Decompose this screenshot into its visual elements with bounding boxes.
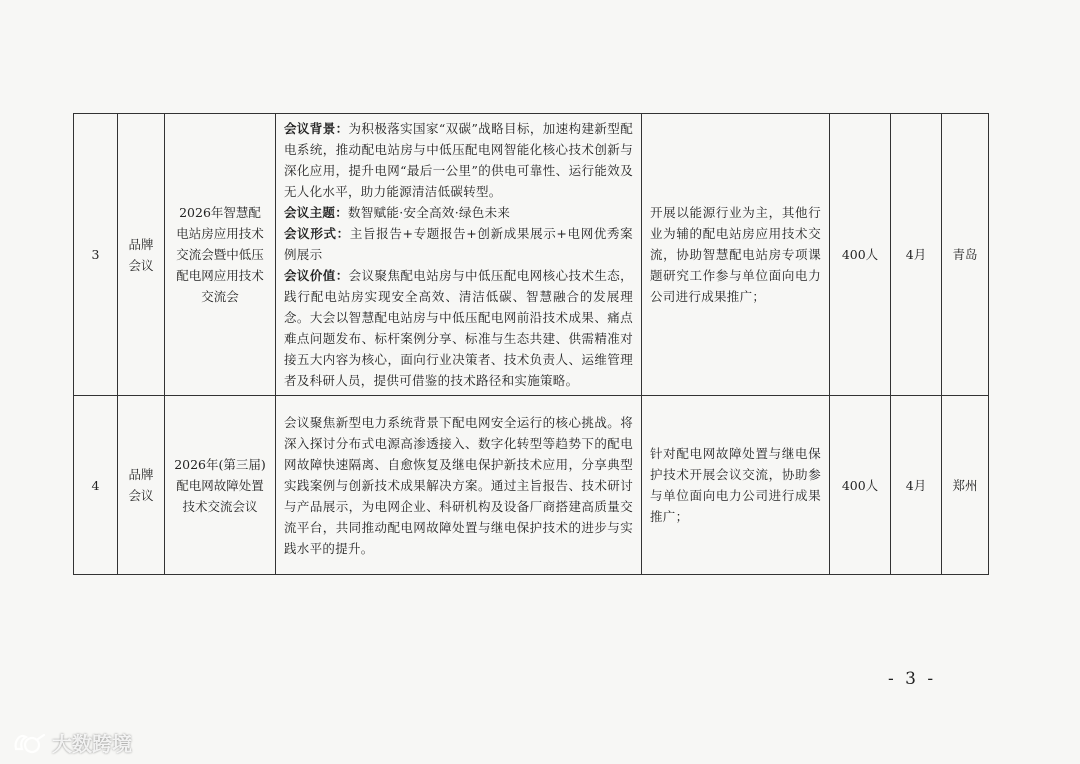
conference-target: 开展以能源行业为主，其他行业为辅的配电站房应用技术交流，协助智慧配电站房专项课题研究工作参与单位面向电力公司进行成果推广； <box>642 114 830 396</box>
background-text: 为积极落实国家“双碳”战略目标，加速构建新型配电系统，推动配电站房与中低压配电网智能化核心技术创新与深化应用，提升电网“最后一公里”的供电可靠性、运行能效及无人化水平，助力能源清洁低碳转型。 <box>284 121 633 199</box>
format-label: 会议形式： <box>284 226 350 241</box>
conference-time: 4月 <box>891 396 942 575</box>
conference-place: 青岛 <box>942 114 989 396</box>
page-number: - 3 - <box>888 669 937 689</box>
watermark-text: 大数跨境 <box>52 732 132 756</box>
conference-target: 针对配电网故障处置与继电保护技术开展会议交流，协助参与单位面向电力公司进行成果推广； <box>642 396 830 575</box>
conference-place: 郑州 <box>942 396 989 575</box>
table-row <box>74 396 989 575</box>
format-text: 主旨报告+专题报告+创新成果展示+电网优秀案例展示 <box>284 226 633 262</box>
conference-time: 4月 <box>891 114 942 396</box>
conference-name: 2026年(第三届)配电网故障处置技术交流会议 <box>165 396 276 575</box>
row-number: 3 <box>74 114 118 396</box>
row-category: 品牌会议 <box>118 396 165 575</box>
value-label: 会议价值： <box>284 268 349 283</box>
table-row <box>74 114 989 396</box>
conference-scale: 400人 <box>830 114 891 396</box>
value-text: 会议聚焦配电站房与中低压配电网核心技术生态，践行配电站房实现安全高效、清洁低碳、智慧融合的发展理念。大会以智慧配电站房与中低压配电网前沿技术成果、痛点难点问题发布、标杆案例分享、标准与生态共建、供需精准对接五大内容为核心，面向行业决策者、技术负责人、运维管理者及科研人员，提供可借鉴的技术路径和实施策略。 <box>284 268 633 388</box>
conference-scale: 400人 <box>830 396 891 575</box>
conference-content: 会议聚焦新型电力系统背景下配电网安全运行的核心挑战。将深入探讨分布式电源高渗透接入、数字化转型等趋势下的配电网故障快速隔离、自愈恢复及继电保护新技术应用，分享典型实践案例与创新技术成果解决方案。通过主旨报告、技术研讨与产品展示，为电网企业、科研机构及设备厂商搭建高质量交流平台，共同推动配电网故障处置与继电保护技术的进步与实践水平的提升。 <box>276 396 642 575</box>
row-category: 品牌会议 <box>118 114 165 396</box>
theme-label: 会议主题： <box>284 205 349 220</box>
watermark-logo-icon <box>12 729 46 757</box>
conference-content <box>276 114 642 396</box>
conference-name: 2026年智慧配电站房应用技术交流会暨中低压配电网应用技术交流会 <box>165 114 276 396</box>
theme-text: 数智赋能·安全高效·绿色未来 <box>348 205 511 220</box>
conference-table <box>73 113 989 575</box>
watermark <box>12 728 132 757</box>
row-number: 4 <box>74 396 118 575</box>
background-label: 会议背景： <box>284 121 349 136</box>
